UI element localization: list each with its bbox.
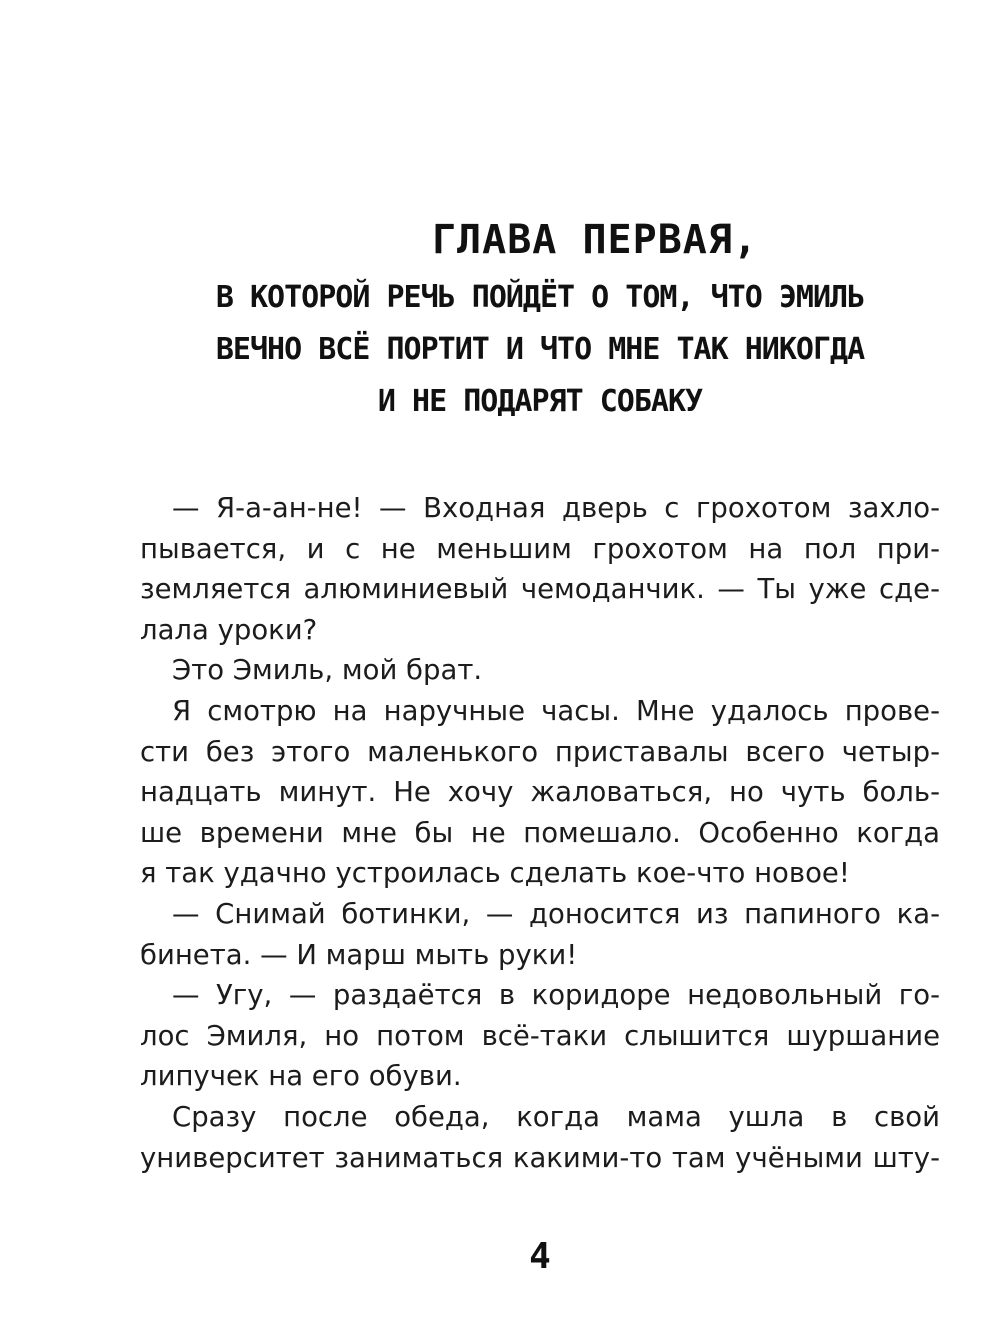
text-line: надцать минут. Не хочу жаловаться, но чуть боль- bbox=[140, 776, 940, 809]
text-line: Я смотрю на наручные часы. Мне удалось прове- bbox=[172, 694, 940, 727]
page-number: 4 bbox=[529, 1236, 551, 1277]
chapter-heading bbox=[100, 212, 980, 428]
text-line: лос Эмиля, но потом всё-таки слышится шуршание bbox=[140, 1019, 940, 1052]
paragraph bbox=[140, 691, 940, 894]
text-line: лала уроки? bbox=[140, 613, 318, 646]
chapter-subtitle bbox=[100, 272, 980, 428]
chapter-subtitle-line: ВЕЧНО ВСЁ ПОРТИТ И ЧТО МНЕ ТАК НИКОГДА bbox=[215, 332, 865, 367]
text-line: — Я-а-ан-не! — Входная дверь с грохотом захло- bbox=[172, 492, 940, 524]
text-line: университет заниматься какими-то там учёными шту- bbox=[140, 1141, 940, 1174]
paragraph bbox=[140, 1097, 940, 1178]
chapter-subtitle-line: В КОТОРОЙ РЕЧЬ ПОЙДЁТ О ТОМ, ЧТО ЭМИЛЬ bbox=[215, 280, 865, 315]
paragraph bbox=[140, 894, 940, 975]
paragraph bbox=[140, 650, 940, 691]
chapter-title: ГЛАВА ПЕРВАЯ, bbox=[431, 217, 759, 263]
chapter-subtitle-line: И НЕ ПОДАРЯТ СОБАКУ bbox=[377, 384, 703, 419]
text-line: бинета. — И марш мыть руки! bbox=[140, 938, 578, 971]
text-line: пывается, и с не меньшим грохотом на пол при- bbox=[140, 532, 940, 565]
text-line: я так удачно устроилась сделать кое-что новое! bbox=[140, 857, 850, 890]
text-line: — Угу, — раздаётся в коридоре недовольный го- bbox=[172, 979, 940, 1012]
body-text bbox=[140, 488, 940, 1178]
text-line: Это Эмиль, мой брат. bbox=[172, 654, 483, 687]
text-line: липучек на его обуви. bbox=[140, 1060, 462, 1093]
text-line: Сразу после обеда, когда мама ушла в свой bbox=[172, 1100, 940, 1133]
text-line: сти без этого маленького приставалы всего четыр- bbox=[140, 735, 940, 768]
text-line: — Снимай ботинки, — доносится из папиного ка- bbox=[172, 897, 940, 930]
paragraph bbox=[140, 975, 940, 1097]
paragraph bbox=[140, 488, 940, 650]
text-line: ше времени мне бы не помешало. Особенно когда bbox=[140, 816, 940, 849]
text-line: земляется алюминиевый чемоданчик. — Ты уже сде- bbox=[140, 573, 940, 606]
